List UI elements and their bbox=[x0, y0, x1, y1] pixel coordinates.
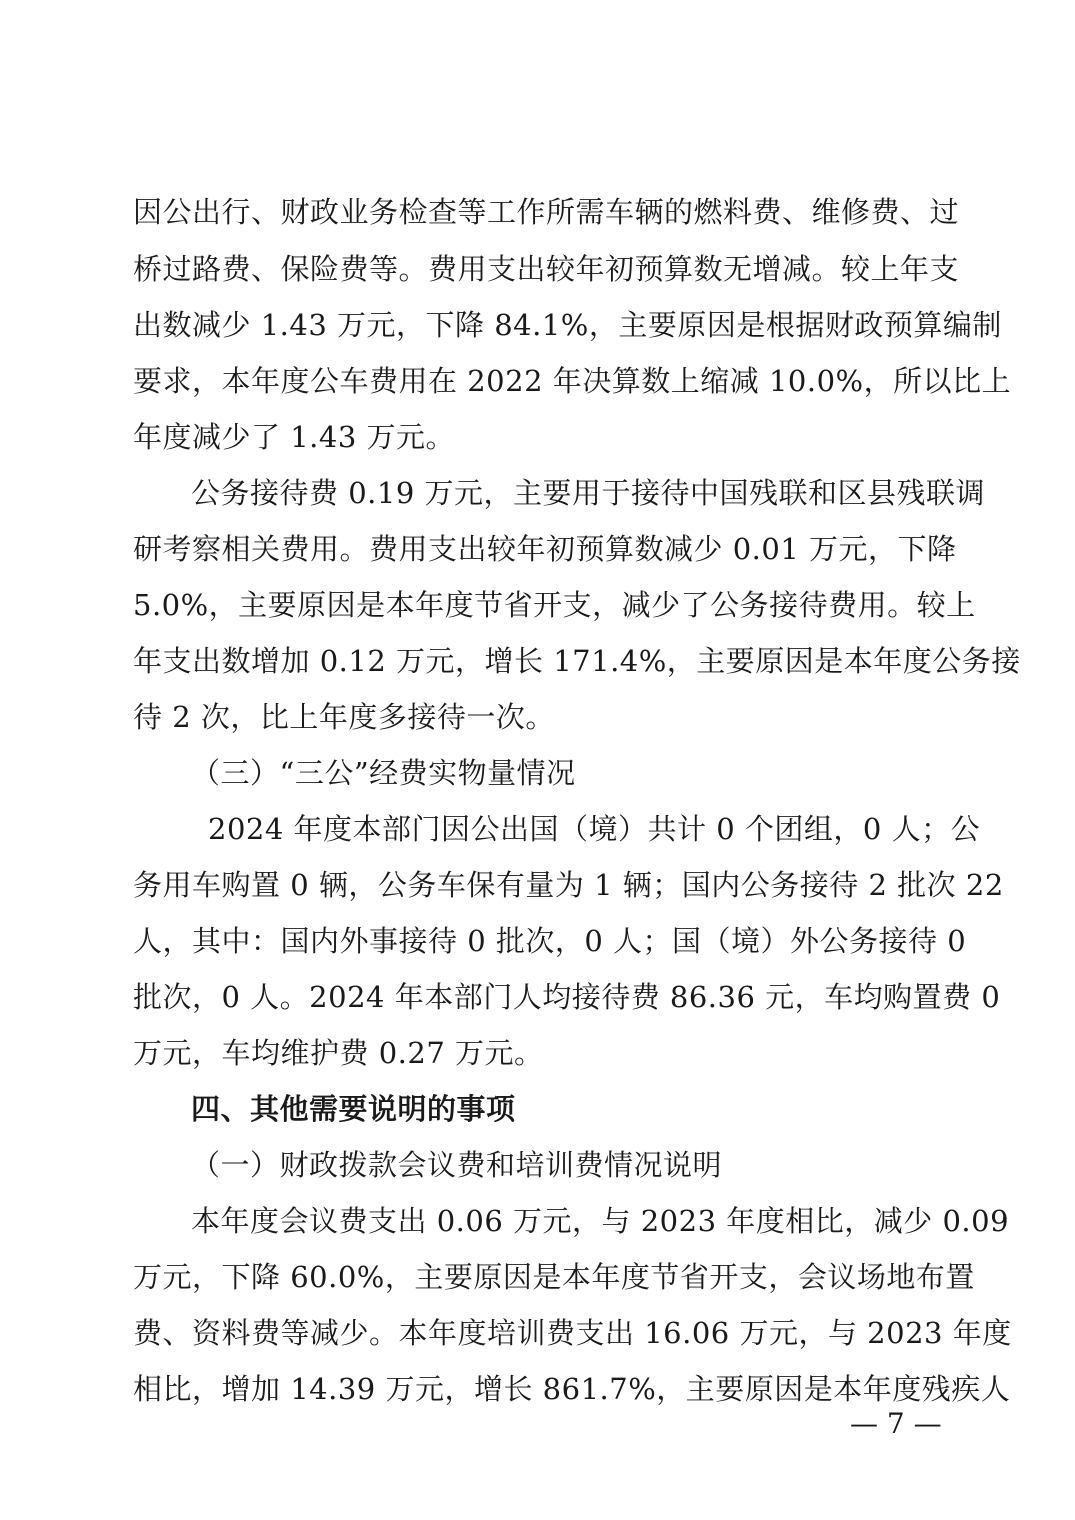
paragraph-line: 万元，车均维护费 0.27 万元。 bbox=[133, 1036, 544, 1070]
page-number: — 7 — bbox=[850, 1407, 942, 1440]
paragraph-line: 2024 年度本部门因公出国（境）共计 0 个团组，0 人；公 bbox=[208, 812, 981, 846]
paragraph-line: 费、资料费等减少。本年度培训费支出 16.06 万元，与 2023 年度 bbox=[133, 1316, 1012, 1350]
paragraph-line: 批次，0 人。2024 年本部门人均接待费 86.36 元，车均购置费 0 bbox=[133, 980, 1001, 1014]
paragraph-line: 研考察相关费用。费用支出较年初预算数减少 0.01 万元，下降 bbox=[133, 532, 957, 566]
paragraph-line: 本年度会议费支出 0.06 万元，与 2023 年度相比，减少 0.09 bbox=[191, 1204, 1010, 1238]
paragraph-line: 年支出数增加 0.12 万元，增长 171.4%，主要原因是本年度公务接 bbox=[133, 644, 1021, 678]
paragraph-line: 务用车购置 0 辆，公务车保有量为 1 辆；国内公务接待 2 批次 22 bbox=[133, 868, 1004, 902]
paragraph-line: 人，其中：国内外事接待 0 批次，0 人；国（境）外公务接待 0 bbox=[133, 924, 967, 958]
paragraph-line: 公务接待费 0.19 万元，主要用于接待中国残联和区县残联调 bbox=[191, 476, 986, 510]
paragraph-line: 因公出行、财政业务检查等工作所需车辆的燃料费、维修费、过 bbox=[133, 195, 960, 229]
section-heading: （一）财政拨款会议费和培训费情况说明 bbox=[191, 1148, 723, 1182]
paragraph-line: 5.0%，主要原因是本年度节省开支，减少了公务接待费用。较上 bbox=[133, 588, 976, 622]
paragraph-line: 万元，下降 60.0%，主要原因是本年度节省开支，会议场地布置 bbox=[133, 1260, 975, 1294]
paragraph-line: 相比，增加 14.39 万元，增长 861.7%，主要原因是本年度残疾人 bbox=[133, 1372, 1011, 1406]
paragraph-line: 年度减少了 1.43 万元。 bbox=[133, 420, 456, 454]
chapter-heading: 四、其他需要说明的事项 bbox=[191, 1092, 516, 1126]
paragraph-line: 要求，本年度公车费用在 2022 年决算数上缩减 10.0%，所以比上 bbox=[133, 364, 1012, 398]
section-heading: （三）“三公”经费实物量情况 bbox=[191, 756, 576, 790]
paragraph-line: 待 2 次，比上年度多接待一次。 bbox=[133, 700, 555, 734]
paragraph-line: 桥过路费、保险费等。费用支出较年初预算数无增减。较上年支 bbox=[133, 252, 960, 286]
paragraph-line: 出数减少 1.43 万元，下降 84.1%，主要原因是根据财政预算编制 bbox=[133, 308, 1002, 342]
